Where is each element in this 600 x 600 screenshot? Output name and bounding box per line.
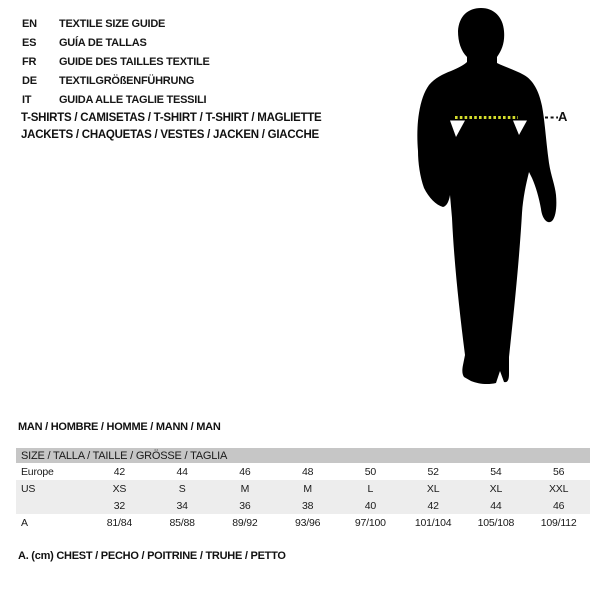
size-cell: 93/96 — [294, 516, 321, 529]
size-cell: 52 — [427, 465, 439, 478]
size-cell: 46 — [239, 465, 251, 478]
language-code: FR — [22, 56, 37, 68]
language-row-it — [22, 91, 210, 110]
measurement-footnote: A. (cm) CHEST / PECHO / POITRINE / TRUHE / PETTO — [18, 550, 286, 562]
language-row-es — [22, 34, 210, 53]
size-cell: 40 — [339, 497, 402, 514]
size-table — [16, 448, 590, 531]
size-cell: 50 — [364, 465, 377, 478]
table-row-chest-cm — [16, 514, 590, 531]
size-cell: 38 — [276, 497, 339, 514]
size-table-header-row — [16, 448, 590, 463]
size-cell: 81/84 — [106, 516, 133, 529]
category-tshirts: T-SHIRTS / CAMISETAS / T-SHIRT / T-SHIRT / MAGLIETTE — [21, 112, 322, 124]
size-cell: L — [339, 480, 402, 497]
size-cell: XL — [465, 480, 528, 497]
size-cell: 44 — [176, 465, 188, 478]
language-list — [22, 15, 210, 110]
size-cell: 56 — [552, 465, 565, 478]
size-cell: 36 — [214, 497, 277, 514]
language-title: TEXTILE SIZE GUIDE — [59, 18, 166, 30]
row-label: A — [21, 516, 28, 529]
language-row-de — [22, 72, 210, 91]
size-cell: S — [151, 480, 214, 497]
size-cell: 101/104 — [414, 516, 452, 529]
table-row-europe — [16, 463, 590, 480]
row-label — [16, 497, 88, 514]
size-table-header: SIZE / TALLA / TAILLE / GRÖSSE / TAGLIA — [16, 448, 590, 463]
man-silhouette — [405, 5, 580, 395]
section-title: MAN / HOMBRE / HOMME / MANN / MAN — [18, 421, 221, 433]
category-jackets: JACKETS / CHAQUETAS / VESTES / JACKEN / GIACCHE — [21, 129, 319, 141]
size-cell: XS — [88, 480, 151, 497]
size-cell: 46 — [527, 497, 590, 514]
size-cell: 32 — [88, 497, 151, 514]
size-cell: 54 — [490, 465, 502, 478]
size-cell: 89/92 — [232, 516, 258, 529]
size-cell: XXL — [527, 480, 590, 497]
row-label: Europe — [21, 465, 54, 478]
language-title: TEXTILGRÖßENFÜHRUNG — [59, 75, 195, 87]
size-cell: M — [276, 480, 339, 497]
language-row-fr — [22, 53, 210, 72]
language-title: GUÍA DE TALLAS — [59, 37, 147, 49]
language-row-en — [22, 15, 210, 34]
size-cell: 105/108 — [477, 516, 515, 529]
table-row-us — [16, 480, 590, 497]
language-code: EN — [22, 18, 37, 30]
size-cell: 97/100 — [354, 516, 386, 529]
language-title: GUIDA ALLE TAGLIE TESSILI — [59, 94, 207, 106]
size-cell: 85/88 — [169, 516, 195, 529]
language-code: ES — [22, 37, 37, 49]
size-cell: 42 — [113, 465, 126, 478]
size-cell: 34 — [151, 497, 214, 514]
man-silhouette-body — [417, 8, 556, 384]
size-cell: 109/112 — [540, 516, 577, 529]
row-label: US — [16, 480, 88, 497]
size-cell: 44 — [465, 497, 528, 514]
size-cell: XL — [402, 480, 465, 497]
size-cell: M — [214, 480, 277, 497]
size-cell: 42 — [402, 497, 465, 514]
garment-categories — [21, 110, 321, 144]
language-code: IT — [22, 94, 32, 106]
size-cell: 48 — [301, 465, 314, 478]
measure-label-a: A — [558, 109, 568, 124]
language-title: GUIDE DES TAILLES TEXTILE — [59, 56, 210, 68]
language-code: DE — [22, 75, 37, 87]
table-row-alt-sizes — [16, 497, 590, 514]
measurement-figure — [405, 5, 580, 395]
